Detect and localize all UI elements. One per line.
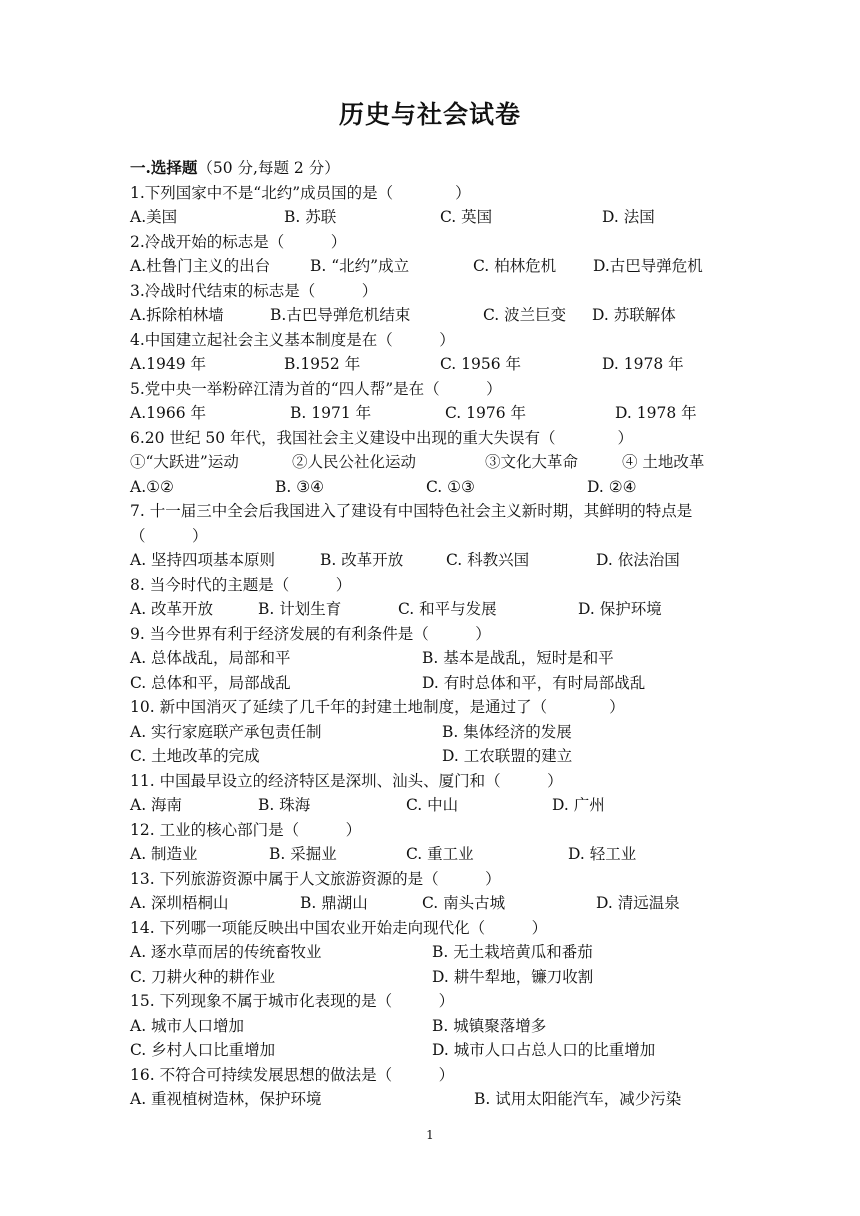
- question-text: 16. 不符合可持续发展思想的做法是（ ）: [130, 1065, 455, 1084]
- options-row: [130, 303, 740, 328]
- question-text: 14. 下列哪一项能反映出中国农业开始走向现代化（ ）: [130, 918, 548, 937]
- options-row: [130, 548, 740, 573]
- option-choice: A. 制造业: [130, 845, 198, 863]
- question-text: 8. 当今时代的主题是（ ）: [130, 575, 352, 594]
- question-list: [130, 156, 740, 1112]
- option-choice: D. ②④: [587, 477, 637, 496]
- options-row: [130, 475, 740, 500]
- option-choice: A. 海南: [130, 796, 183, 814]
- option-choice: A.拆除柏林墙: [130, 306, 224, 324]
- options-row: [130, 744, 740, 769]
- option-choice: C. 英国: [440, 208, 493, 226]
- option-choice: C. 1956 年: [440, 355, 522, 373]
- option-choice: D. 广州: [552, 796, 605, 814]
- option-choice: C. 土地改革的完成: [130, 747, 260, 765]
- option-choice: B. 采掘业: [269, 845, 337, 863]
- option-choice: C. 1976 年: [445, 404, 527, 422]
- question-text: 13. 下列旅游资源中属于人文旅游资源的是（ ）: [130, 869, 501, 888]
- option-choice: B. 1971 年: [290, 404, 372, 422]
- option-choice: D. 依法治国: [596, 551, 680, 569]
- question-text: 1.下列国家中不是“北约”成员国的是（ ）: [130, 183, 471, 202]
- option-choice: B. ③④: [275, 477, 325, 496]
- options-row: [130, 1038, 740, 1063]
- option-choice: D. 工农联盟的建立: [442, 747, 573, 765]
- question-text: 12. 工业的核心部门是（ ）: [130, 820, 362, 839]
- option-choice: A. 深圳梧桐山: [130, 894, 229, 912]
- question-text: 4.中国建立起社会主义基本制度是在（ ）: [130, 330, 455, 349]
- option-choice: D. 有时总体和平，有时局部战乱: [422, 673, 646, 692]
- option-choice: C. 乡村人口比重增加: [130, 1041, 276, 1059]
- question-text: 11. 中国最早设立的经济特区是深圳、汕头、厦门和（ ）: [130, 771, 563, 790]
- options-row: [130, 1087, 740, 1112]
- option-choice: C. 重工业: [406, 845, 474, 863]
- option-choice: A.①②: [130, 477, 174, 496]
- option-choice: D.古巴导弹危机: [593, 257, 703, 275]
- option-choice: D. 1978 年: [602, 355, 684, 373]
- option-choice: B. 无土栽培黄瓜和番茄: [432, 943, 593, 961]
- option-choice: A. 重视植树造林，保护环境: [130, 1090, 322, 1108]
- options-row: [130, 891, 740, 916]
- section-heading: [130, 156, 740, 181]
- question-text: 7. 十一届三中全会后我国进入了建设有中国特色社会主义新时期，其鲜明的特点是（ ）: [130, 502, 693, 545]
- page-title: 历史与社会试卷: [338, 100, 521, 129]
- options-row: [130, 401, 740, 426]
- option-choice: C. 和平与发展: [398, 600, 497, 618]
- option-choice: ③文化大革命: [485, 453, 579, 471]
- option-choice: C. ①③: [426, 477, 475, 496]
- option-choice: A. 坚持四项基本原则: [130, 551, 276, 569]
- options-row: [130, 720, 740, 745]
- option-choice: A.杜鲁门主义的出台: [130, 257, 271, 275]
- option-choice: B. 鼎湖山: [300, 894, 368, 912]
- option-choice: A. 总体战乱，局部和平: [130, 649, 291, 667]
- option-choice: D. 苏联解体: [592, 306, 676, 324]
- option-choice: D. 1978 年: [615, 404, 697, 422]
- options-row: [130, 940, 740, 965]
- option-choice: C. 南头古城: [422, 894, 506, 912]
- option-choice: B.古巴导弹危机结束: [270, 306, 411, 324]
- option-choice: A.1949 年: [130, 355, 206, 373]
- options-row: [130, 671, 740, 696]
- options-row: [130, 205, 740, 230]
- option-choice: D. 法国: [602, 208, 655, 226]
- options-row: [130, 1014, 740, 1039]
- option-choice: B. 城镇聚落增多: [432, 1016, 547, 1035]
- option-choice: A. 改革开放: [130, 600, 214, 618]
- option-choice: C. 柏林危机: [473, 257, 557, 275]
- options-row: [130, 352, 740, 377]
- question-text: 9. 当今世界有利于经济发展的有利条件是（ ）: [130, 624, 491, 643]
- question-text: 2.冷战开始的标志是（ ）: [130, 232, 347, 251]
- option-choice: B. “北约”成立: [310, 257, 410, 275]
- option-choice: D. 保护环境: [578, 600, 662, 618]
- option-choice: B. 珠海: [258, 796, 311, 814]
- question-text: 6.20 世纪 50 年代，我国社会主义建设中出现的重大失误有（ ）: [130, 428, 634, 447]
- page-number: 1: [426, 1128, 434, 1142]
- option-choice: D. 轻工业: [568, 845, 637, 863]
- option-choice: C. 总体和平，局部战乱: [130, 673, 291, 692]
- option-choice: B. 苏联: [284, 208, 337, 226]
- option-choice: B. 集体经济的发展: [442, 722, 572, 741]
- option-choice: B. 基本是战乱，短时是和平: [422, 649, 614, 667]
- option-choice: A.美国: [130, 208, 178, 226]
- option-choice: C. 中山: [406, 796, 459, 814]
- option-choice: C. 波兰巨变: [483, 306, 567, 324]
- option-choice: C. 科教兴国: [446, 551, 530, 569]
- option-choice: B. 计划生育: [258, 600, 342, 618]
- question-text: 5.党中央一举粉碎江清为首的“四人帮”是在（ ）: [130, 379, 502, 398]
- option-choice: B. 改革开放: [320, 551, 404, 569]
- options-row: [130, 842, 740, 867]
- option-choice: ②人民公社化运动: [292, 453, 417, 471]
- option-choice: A. 实行家庭联产承包责任制: [130, 722, 322, 741]
- options-row: [130, 793, 740, 818]
- option-choice: ①“大跃进”运动: [130, 453, 239, 471]
- option-choice: D. 城市人口占总人口的比重增加: [432, 1041, 656, 1059]
- question-text: 3.冷战时代结束的标志是（ ）: [130, 281, 378, 300]
- section-label: 一.选择题: [130, 158, 198, 177]
- options-row: [130, 597, 740, 622]
- option-choice: D. 清远温泉: [596, 894, 680, 912]
- options-row: [130, 450, 740, 475]
- options-row: [130, 646, 740, 671]
- section-note: （50 分,每题 2 分）: [197, 159, 340, 177]
- option-choice: ④ 土地改革: [622, 453, 705, 471]
- question-text: 15. 下列现象不属于城市化表现的是（ ）: [130, 992, 455, 1010]
- options-row: [130, 254, 740, 279]
- option-choice: B.1952 年: [284, 355, 361, 373]
- option-choice: A. 逐水草而居的传统畜牧业: [130, 943, 322, 961]
- question-text: 10. 新中国消灭了延续了几千年的封建土地制度，是通过了（ ）: [130, 698, 625, 716]
- option-choice: A. 城市人口增加: [130, 1016, 245, 1035]
- option-choice: B. 试用太阳能汽车，减少污染: [474, 1090, 682, 1108]
- option-choice: C. 刀耕火种的耕作业: [130, 967, 276, 986]
- options-row: [130, 965, 740, 990]
- option-choice: D. 耕牛犁地，镰刀收割: [432, 967, 594, 986]
- option-choice: A.1966 年: [130, 404, 206, 422]
